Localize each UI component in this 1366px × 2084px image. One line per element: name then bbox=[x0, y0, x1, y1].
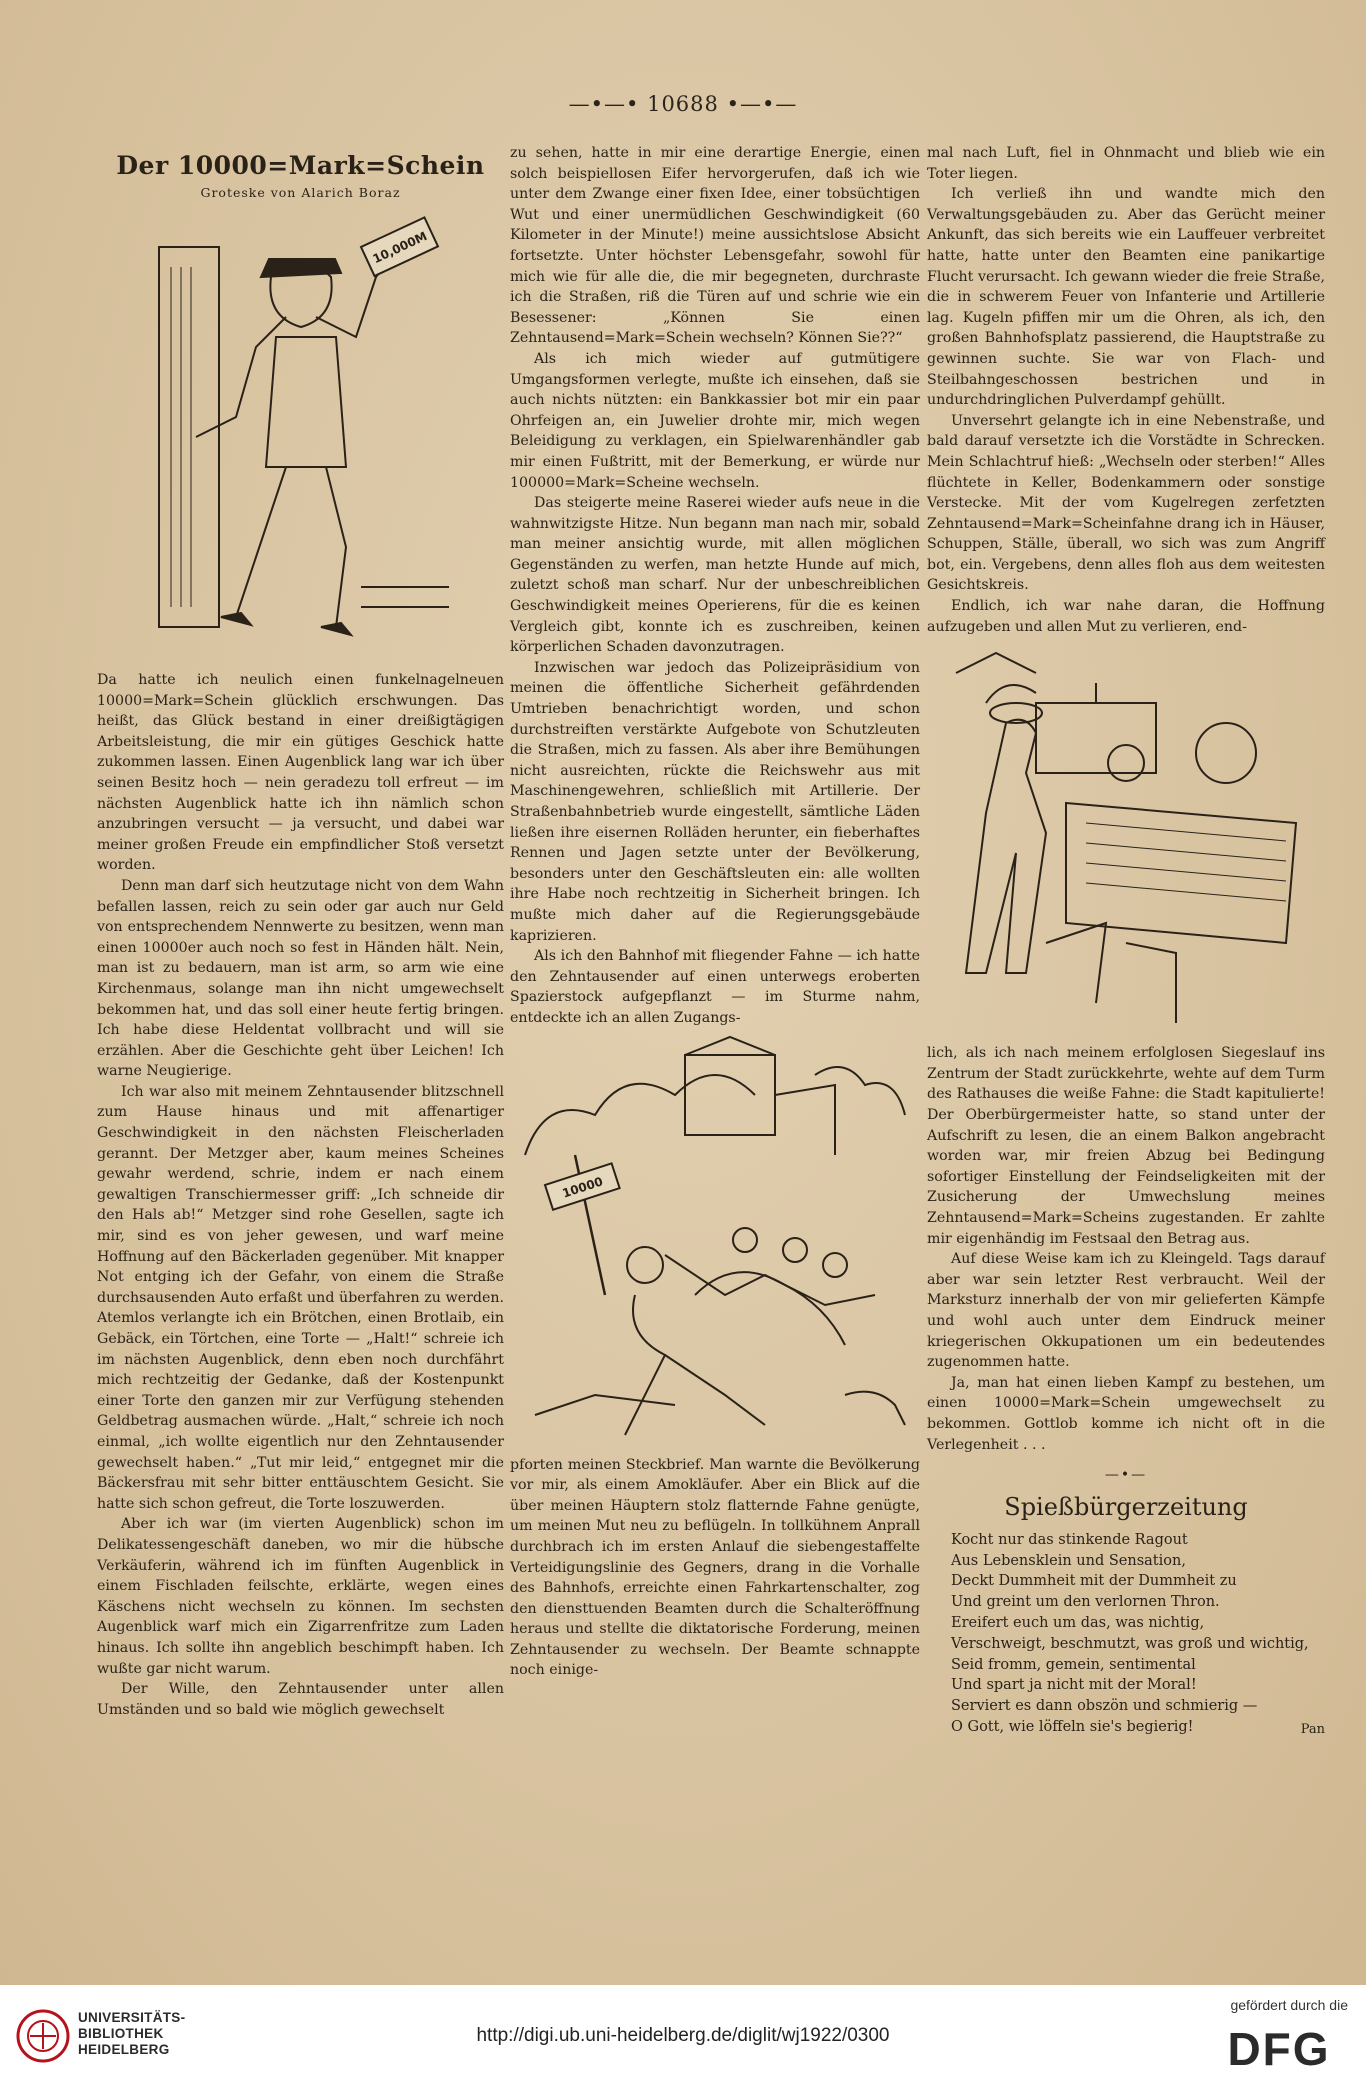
paragraph: Endlich, ich war nahe daran, die Hoffnung aufzugeben und allen Mut zu verlieren, end- bbox=[927, 598, 1325, 635]
university-name-line: UNIVERSITÄTS- bbox=[78, 2010, 186, 2025]
section-separator: —•— bbox=[1104, 1467, 1148, 1484]
paragraph: Als ich mich wieder auf gutmütigere Umgangsformen verlegte, mußte ich einsehen, daß sie auch nichts nützten: ein Bankkassier bot mir ein paar Ohrfeigen an, ein Juwelier drohte mir, mich wegen Beleidigung zu verklagen, ein Spielwarenhändler gab mir einen Fußtritt, mit der Bemerkung, er würde nur 100000=Mark=Scheine wechseln. bbox=[510, 350, 920, 491]
paragraph: Der Wille, den Zehntausender unter allen Umständen und so bald wie möglich gewechselt bbox=[97, 1681, 504, 1718]
dfg-logo-text: DFG bbox=[1227, 2023, 1331, 2071]
poem-line: Und greint um den verlornen Thron. bbox=[951, 1594, 1220, 1611]
paragraph: Aber ich war (im vierten Augenblick) schon im Delikatessengeschäft daneben, wo mir die hübsche Verkäuferin, während ich im fünften Augenblick in einem Fischladen feilschte, erklärte, wegen eines Käschens nicht wechseln zu können. Im sechsten Augenblick warf mich ein Zigarrenfritze zum Laden hinaus. Ich sollte ihn angeblich beschimpft haben. Ich wußte gar nicht warum. bbox=[97, 1516, 504, 1677]
poem-line: Ereifert euch um das, was nichtig, bbox=[951, 1614, 1205, 1631]
paragraph: pforten meinen Steckbrief. Man warnte die Bevölkerung vor mir, als einem Amokläufer. Aber ein Blick auf die über meinen Häuptern stolz flatternde Fahne genügte, um meinen Mut neu zu beflügeln. In tollkühnem Anprall durchbrach ich im ersten Anlauf die siebengestaffelte Verteidigungslinie des Gegners, drang in die Vorhalle des Bahnhofs, erreichte einen Fahrkartenschalter, zog den diensttuenden Beamten durch die Schalteröffnung heraus und stellte die diktatorische Forderung, meinen Zehntausender zu wechseln. Der Beamte schnappte noch einige- bbox=[510, 1456, 920, 1679]
illustration-bank bbox=[946, 643, 1306, 1033]
permalink-url[interactable]: http://digi.ub.uni-heidelberg.de/diglit/wj1922/0300 bbox=[476, 2025, 890, 2046]
paragraph: Das steigerte meine Raserei wieder aufs neue in die wahnwitzigste Hitze. Nun begann man nach mir, sobald man meiner ansichtig wurde, mit allen möglichen Gegenständen zu werfen, man hetzte Hunde auf mich, zuletzt schoß man scharf. Nur der unbeschreiblichen Geschwindigkeit meines Operierens, für die es keinen Vergleich gibt, konnte ich es zuschreiben, keinen körperlichen Schaden davonzutragen. bbox=[510, 495, 920, 656]
column-3 bbox=[927, 143, 1325, 1740]
banknote-label: 10,000M bbox=[370, 228, 429, 267]
column-1-text bbox=[97, 670, 504, 1720]
paragraph: mal nach Luft, fiel in Ohnmacht und blieb wie ein Toter liegen. bbox=[927, 145, 1325, 182]
paragraph: Ich war also mit meinem Zehntausender blitzschnell zum Hause hinaus und mit affenartiger Geschwindigkeit in den nächsten Fleischerladen gerannt. Der Metzger aber, kaum meines Scheines gewahr werdend, schrie, indem er nach einem gewaltigen Transchiermesser griff: „Ich schneide dir den Hals ab!“ Metzger sind rohe Gesellen, sagte ich mir, sind es von jeher gewesen, und warf meine Hoffnung auf den Bäckerladen gegenüber. Mit knapper Not entging ich der Gefahr, von einem die Straße durchsausenden Auto erfaßt und überfahren zu werden. Atemlos verlangte ich ein Brötchen, einen Brotlaib, ein Gebäck, ein Törtchen, eine Torte — „Halt!“ schreie ich im nächsten Augenblick, denn eben noch durchfährt mich rechtzeitig der Gedanke, daß der Kostenpunkt einer Torte den ganzen mir zur Verfügung stehenden Geldbetrag ausmachen würde. „Halt,“ schreie ich noch einmal, „ich wollte eigentlich nur den Zehntausender gewechselt haben.“ „Tut mir leid,“ entgegnet mir die Bäckersfrau mit sehr bitter enttäuschtem Gesicht. Sie hatte sich schon gefreut, die Torte loszuwerden. bbox=[97, 1083, 504, 1512]
paragraph: Ja, man hat einen lieben Kampf zu bestehen, um einen 10000=Mark=Schein umgewechselt zu bekommen. Gottlob komme ich nicht oft in die Verlegenheit . . . bbox=[927, 1374, 1325, 1453]
flag-label: 10000 bbox=[560, 1173, 605, 1201]
poem-line: Aus Lebensklein und Sensation, bbox=[951, 1552, 1186, 1569]
article-subtitle: Groteske von Alarich Boraz bbox=[200, 185, 401, 200]
funder-text: gefördert durch die bbox=[1230, 1997, 1348, 2013]
poem-line: Verschweigt, beschmutzt, was groß und wichtig, bbox=[951, 1635, 1309, 1652]
paragraph: lich, als ich nach meinem erfolglosen Siegeslauf ins Zentrum der Stadt zurückkehrte, wehte auf dem Turm des Rathauses die weiße Fahne: die Stadt kapitulierte! Der Oberbürgermeister hatte, so stand unter der Aufschrift zu lesen, die an einem Balkon angebracht worden war, mir freien Abzug bei Bedingung sofortiger Einstellung der Feindseligkeiten mit der Zusicherung der Umwechslung meines Zehntausend=Mark=Scheins zugestanden. Er zahlte mir eigenhändig im Festsaal den Betrag aus. bbox=[927, 1045, 1325, 1247]
paragraph: Denn man darf sich heutzutage nicht von dem Wahn befallen lassen, reich zu sein oder gar auch nur Geld von entsprechendem Nennwerte zu besitzen, wenn man einen 10000er auch noch so fest in Händen hält. Nein, man ist zu bedauern, man ist arm, so arm wie eine Kirchenmaus, solange man ihn nicht umgewechselt bekommen hat, und das soll einer heute fertig bringen. Ich habe diese Heldentat vollbracht und will sie erzählen. Aber die Geschichte geht über Leichen! Ich warne Neugierige. bbox=[97, 877, 504, 1080]
paragraph: zu sehen, hatte in mir eine derartige Energie, einen solch beispiellosen Eifer hervorgerufen, daß ich wie unter dem Zwange einer fixen Idee, einer tobsüchtigen Wut und einer unermüdlichen Geschwindigkeit (60 Kilometer in der Minute!) meine aussichtslose Absicht fortsetzte. Unter höchster Lebensgefahr, sowohl für mich wie für alle die, die mir begegneten, durchraste ich die Straßen, riß die Türen auf und schrie wie ein Besessener: „Können Sie einen Zehntausend=Mark=Schein wechseln? Können Sie??“ bbox=[510, 145, 920, 347]
illustration-chase bbox=[515, 1035, 915, 1445]
paragraph: Als ich den Bahnhof mit fliegender Fahne — ich hatte den Zehntausender auf einen unterwegs eroberten Spazierstock aufgepflanzt — im Sturme nahm, entdeckte ich an allen Zugangs- bbox=[510, 948, 920, 1026]
paragraph: Auf diese Weise kam ich zu Kleingeld. Tags darauf aber war sein letzter Rest verbraucht. Weil der Marksturz innerhalb der von mir gelieferten Kämpfe und wohl auch unter dem Eindruck meiner kriegerischen Okkupationen um ein bedeutendes zugenommen hatte. bbox=[927, 1251, 1325, 1371]
poem-body bbox=[927, 1530, 1325, 1741]
poem-signature: Pan bbox=[1300, 1721, 1325, 1737]
poem-title: Spießbürgerzeitung bbox=[1004, 1492, 1248, 1521]
paragraph: Da hatte ich neulich einen funkelnagelneuen 10000=Mark=Schein glücklich erschwungen. Das heißt, das Glück bestand in einer dreißigtägigen Arbeitsleistung, die mir ein gütiges Geschick hatte zukommen lassen. Einen Augenblick lang war ich über seinen Besitz hoch — nein geradezu toll erfreut — im nächsten Augenblick hatte ich ihn nämlich schon anzubringen versucht — ja versucht, und dabei war meiner großen Freude ein empfindlicher Stoß versetzt worden. bbox=[97, 672, 504, 874]
paragraph: Inzwischen war jedoch das Polizeipräsidium von meinen die öffentliche Sicherheit gefährdenden Umtrieben benachrichtigt worden, und schon durchstreiften verstärkte Aufgebote von Schutzleuten die Straßen, mich zu fassen. Als aber ihre Bemühungen nicht ausreichten, rückte die Reichswehr aus mit Maschinengewehren, schließlich mit Artillerie. Der Straßenbahnbetrieb wurde eingestellt, sämtliche Läden ließen ihre eisernen Rolläden herunter, ein fieberhaftes Rennen und Jagen setzte unter der Bevölkerung, besonders unter den Geschäftsleuten ein: alle wollten ihre Habe noch rechtzeitig in Sicherheit bringen. Ich mußte mich daher auf die Regierungsgebäude kaprizieren. bbox=[510, 659, 920, 944]
column-2 bbox=[510, 143, 920, 1681]
poem-line: Seid fromm, gemein, sentimental bbox=[951, 1656, 1196, 1673]
viewer-footer bbox=[0, 1985, 1366, 2084]
page-number: —•—• 10688 •—•— bbox=[568, 92, 798, 116]
paragraph: Ich verließ ihn und wandte mich den Verwaltungsgebäuden zu. Aber das Gerücht meiner Ankunft, das sich bereits wie ein Lauffeuer verbreitet hatte, hatte unter den Beamten eine panikartige Flucht verursacht. Ich gewann wieder die freie Straße, die in schwerem Feuer von Infanterie und Artillerie lag. Kugeln pfiffen mir um die Ohren, als ich, den großen Bahnhofsplatz passierend, die Hauptstraße zu gewinnen suchte. Sie war von Flach- und Steilbahngeschossen bestrichen und in undurchdringlichen Pulverdampf gehüllt. bbox=[927, 186, 1325, 409]
dfg-logo-icon bbox=[1214, 2023, 1344, 2071]
poem-line: Kocht nur das stinkende Ragout bbox=[951, 1531, 1188, 1548]
paragraph: Unversehrt gelangte ich in eine Nebenstraße, und bald darauf versetzte ich die Vorstädte in Schrecken. Mein Schlachtruf hieß: „Wechseln oder sterben!“ Alles flüchtete in Keller, Bodenkammern oder sonstige Verstecke. Mit der vom Kugelregen zerfetzten Zehntausend=Mark=Scheinfahne drang ich in Häuser, Schuppen, Ställe, überall, wo sich was zum Angriff bot, ein. Vergebens, denn alles floh aus dem weitesten Gesichtskreis. bbox=[927, 412, 1325, 594]
running-man-drawing bbox=[151, 207, 451, 660]
illustration-running-man bbox=[151, 207, 451, 660]
poem-line: Serviert es dann obszön und schmierig — bbox=[951, 1698, 1258, 1715]
chase-drawing bbox=[515, 1035, 915, 1445]
poem-line: O Gott, wie löffeln sie's begierig! bbox=[951, 1718, 1194, 1735]
poem-line: Und spart ja nicht mit der Moral! bbox=[951, 1677, 1197, 1694]
university-name-line: HEIDELBERG bbox=[78, 2042, 170, 2057]
column-1 bbox=[97, 143, 504, 1720]
poem-line: Deckt Dummheit mit der Dummheit zu bbox=[951, 1573, 1237, 1590]
university-name-line: BIBLIOTHEK bbox=[78, 2026, 164, 2041]
bank-drawing bbox=[946, 643, 1306, 1033]
article-title: Der 10000=Mark=Schein bbox=[116, 151, 485, 180]
